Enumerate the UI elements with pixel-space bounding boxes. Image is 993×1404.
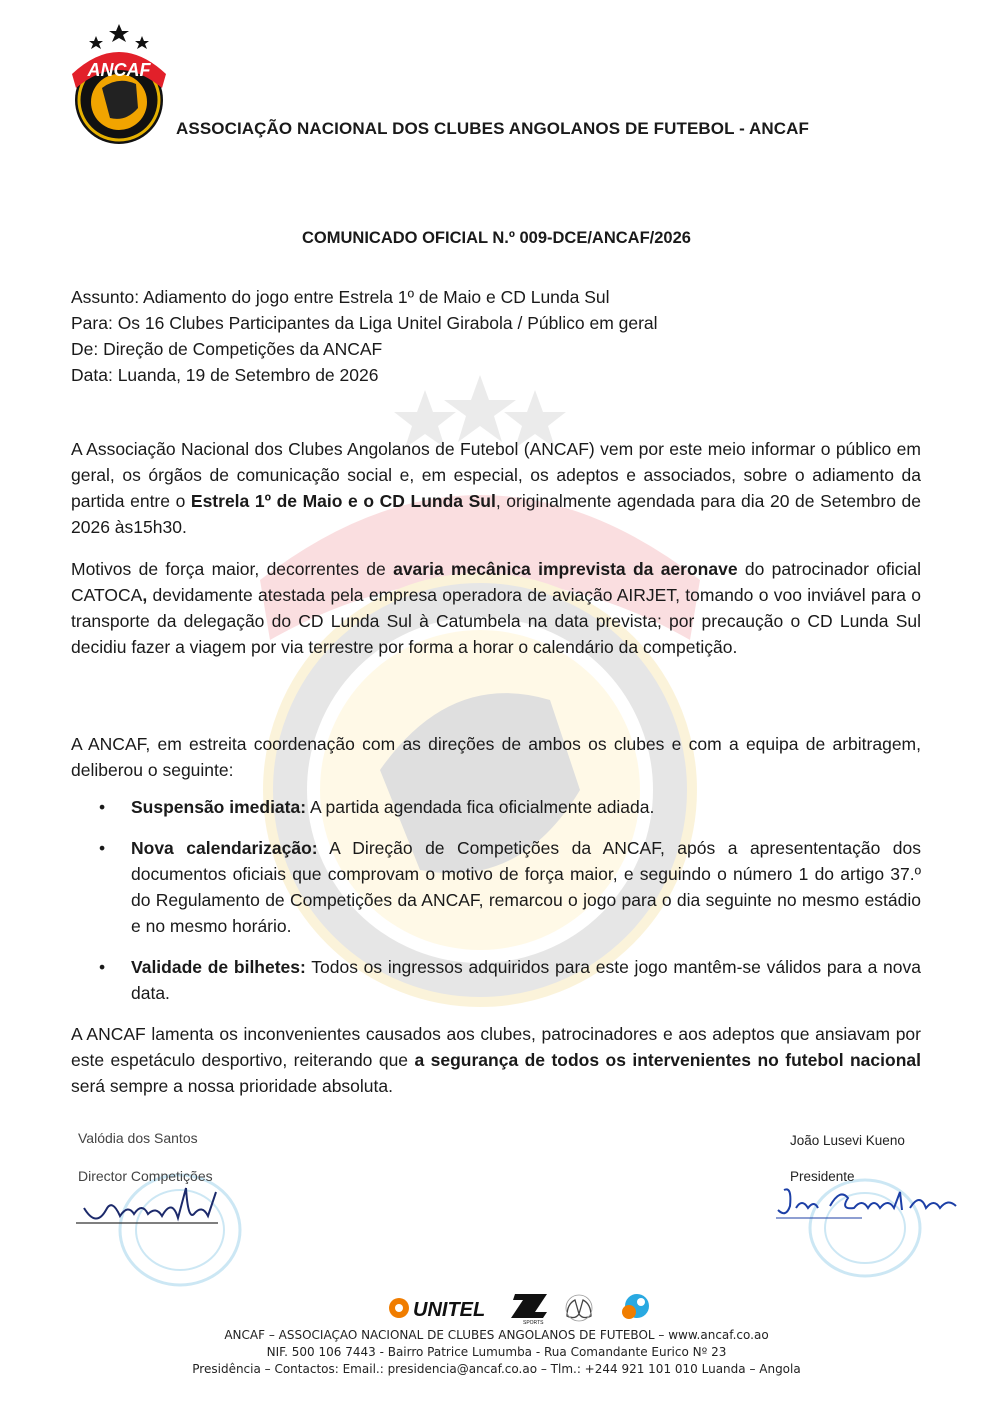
list-item: [71, 954, 921, 1006]
signatory-name: João Lusevi Kueno: [790, 1133, 905, 1148]
lungs-logo: [566, 1295, 592, 1321]
paragraph-closing: [71, 1021, 921, 1099]
paragraph-intro-text-end: , originalmente agendada para dia 20 de Setembro de 2026 às15h30.: [71, 491, 922, 537]
list-item-text: A partida agendada fica oficialmente adiada.: [306, 797, 655, 817]
paragraph-closing-text-end: será sempre a nossa prioridade absoluta.: [71, 1076, 393, 1096]
sender-line: De: Direção de Competições da ANCAF: [71, 339, 383, 359]
list-item-text: Todos os ingressos adquiridos para este jogo mantêm-se válidos para a nova data.: [131, 957, 921, 1003]
paragraph-decision: [71, 731, 921, 783]
paragraph-closing-text: A ANCAF lamenta os inconvenientes causados aos clubes, patrocinadores e aos adeptos que ansiavam por este espetáculo desportivo, reiterando que: [71, 1024, 921, 1070]
paragraph-intro: [71, 436, 921, 540]
handwritten-signature: [76, 1168, 256, 1238]
list-item-label: Validade de bilhetes:: [131, 957, 306, 977]
paragraph-intro-text: A Associação Nacional dos Clubes Angolanos de Futebol (ANCAF) vem por este meio informar o público em geral, os órgãos de comunicação social e, em especial, os adeptos e associados, sobre o adiamento da partida entre o: [71, 439, 921, 511]
reason-comma: ,: [142, 585, 148, 605]
list-item: [71, 794, 921, 820]
unitel-logo: [389, 1298, 485, 1321]
list-item-label: Suspensão imediata:: [131, 797, 307, 817]
paragraph-reason: [71, 556, 921, 660]
footer-line: Presidência – Contactos: Email.: presidencia@ancaf.co.ao – Tlm.: +244 921 101 010 Luanda – Angola: [192, 1362, 801, 1376]
unitel-text: UNITEL: [413, 1299, 486, 1321]
page-footer: [0, 1327, 993, 1378]
list-item-label: Nova calendarização:: [131, 838, 318, 858]
signatory-role: Director Competições: [78, 1168, 213, 1184]
subject-line: Assunto: Adiamento do jogo entre Estrela 1º de Maio e CD Lunda Sul: [71, 287, 610, 307]
sports-text: SPORTS: [523, 1320, 544, 1326]
sponsor-logos: [385, 1286, 685, 1326]
list-item-text: A Direção de Competições da ANCAF, após a apresententação dos documentos oficiais que comprovam o motivo de força maior, e seguindo o número 1 do artigo 37.º do Regulamento de Competições da ANCAF, remarcou o jogo para o dia seguinte no mesmo estádio e no mesmo horário.: [131, 838, 922, 936]
list-item: [71, 835, 921, 939]
decision-list: [71, 794, 921, 1021]
ancaf-logo: [66, 18, 172, 148]
paragraph-reason-text: Motivos de força maior, decorrentes de: [71, 559, 394, 579]
date-line: Data: Luanda, 19 de Setembro de 2026: [71, 365, 379, 385]
paragraph-decision-text: A ANCAF, em estreita coordenação com as direções de ambos os clubes e com a equipa de arbitragem, deliberou o seguinte:: [71, 734, 921, 780]
recipient-line: Para: Os 16 Clubes Participantes da Liga Unitel Girabola / Público em geral: [71, 313, 658, 333]
signature-block-left: [78, 1130, 213, 1184]
reason-highlight: avaria mecânica imprevista da aeronave: [393, 559, 738, 579]
bullet-icon: •: [99, 797, 106, 817]
signature-block-right: [790, 1133, 905, 1184]
sports-logo: [511, 1294, 547, 1326]
match-teams: Estrela 1º de Maio e o CD Lunda Sul: [190, 491, 496, 511]
signatory-name: Valódia dos Santos: [78, 1130, 198, 1146]
bullet-icon: •: [99, 957, 106, 977]
communique-title: COMUNICADO OFICIAL N.º 009-DCE/ANCAF/2026: [302, 229, 691, 247]
communique-meta: [71, 284, 658, 388]
footer-line: ANCAF – ASSOCIAÇAO NACIONAL DE CLUBES ANGOLANOS DE FUTEBOL – www.ancaf.co.ao: [224, 1328, 769, 1342]
paragraph-reason-text-end: devidamente atestada pela empresa operadora de aviação AIRJET, tomando o voo inviável para o transporte da delegação do CD Lunda Sul à Catumbela na data prevista; por precaução o CD Lunda Sul decidiu fazer a viagem por via terrestre por forma a horar o calendário da competição.: [71, 585, 921, 657]
handwritten-signature: [770, 1180, 970, 1230]
health-sponsor-logo: [622, 1294, 649, 1319]
closing-highlight: a segurança de todos os intervenientes no futebol nacional: [414, 1050, 921, 1070]
signatory-role: Presidente: [790, 1169, 855, 1184]
logo-text: ANCAF: [87, 60, 151, 80]
paragraph-reason-text-mid: do patrocinador oficial CATOCA: [71, 559, 921, 605]
footer-line: NIF. 500 106 7443 - Bairro Patrice Lumumba - Rua Comandante Eurico Nº 23: [266, 1345, 727, 1359]
organization-title: ASSOCIAÇÃO NACIONAL DOS CLUBES ANGOLANOS DE FUTEBOL - ANCAF: [176, 119, 810, 138]
bullet-icon: •: [99, 838, 106, 858]
